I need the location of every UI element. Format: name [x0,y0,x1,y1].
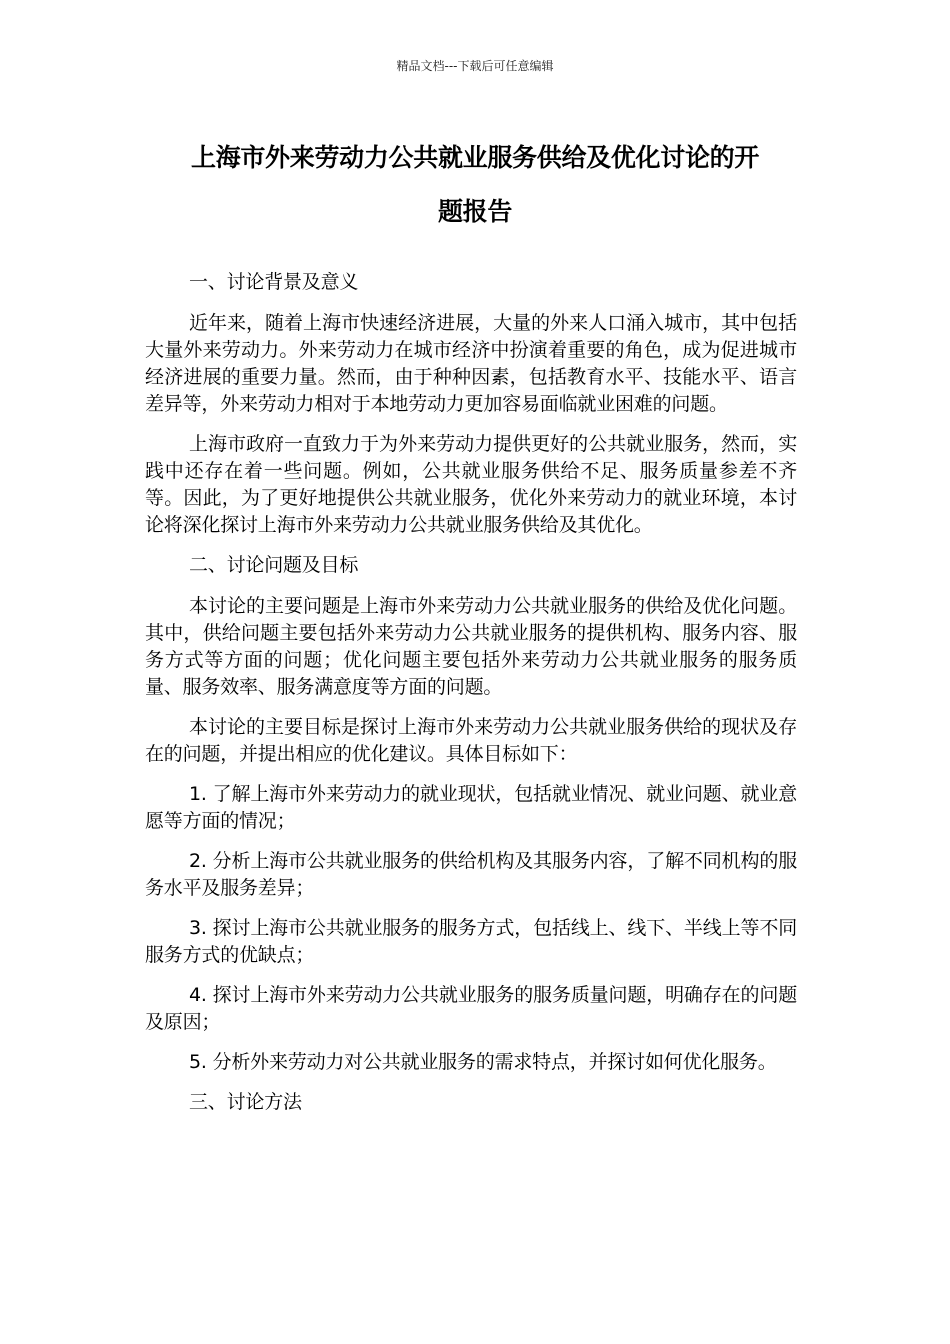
list-item: 2. 分析上海市公共就业服务的供给机构及其服务内容，了解不同机构的服务水平及服务差异； [145,850,797,899]
paragraph: 本讨论的主要问题是上海市外来劳动力公共就业服务的供给及优化问题。其中，供给问题主要包括外来劳动力公共就业服务的提供机构、服务内容、服务方式等方面的问题；优化问题主要包括外来劳动力公共就业服务的服务质量、服务效率、服务满意度等方面的问题。 [145,595,797,698]
section-heading-background: 一、讨论背景及意义 [189,271,359,293]
paragraph: 本讨论的主要目标是探讨上海市外来劳动力公共就业服务供给的现状及存在的问题，并提出相应的优化建议。具体目标如下： [145,716,797,765]
list-item: 4. 探讨上海市外来劳动力公共就业服务的服务质量问题，明确存在的问题及原因； [145,984,797,1033]
document-title [145,138,805,246]
paragraph: 近年来，随着上海市快速经济进展，大量的外来人口涌入城市，其中包括大量外来劳动力。外来劳动力在城市经济中扮演着重要的角色，成为促进城市经济进展的重要力量。然而，由于种种因素，包括教育水平、技能水平、语言差异等，外来劳动力相对于本地劳动力更加容易面临就业困难的问题。 [145,312,797,415]
paragraph: 上海市政府一直致力于为外来劳动力提供更好的公共就业服务，然而，实践中还存在着一些问题。例如，公共就业服务供给不足、服务质量参差不齐等。因此，为了更好地提供公共就业服务，优化外来劳动力的就业环境，本讨论将深化探讨上海市外来劳动力公共就业服务供给及其优化。 [145,433,797,536]
title-line-2: 题报告 [437,197,513,226]
section-heading-methods: 三、讨论方法 [189,1091,302,1113]
section-heading-questions: 二、讨论问题及目标 [189,554,359,576]
list-item: 1. 了解上海市外来劳动力的就业现状，包括就业情况、就业问题、就业意愿等方面的情况； [145,783,797,832]
list-item: 5. 分析外来劳动力对公共就业服务的需求特点，并探讨如何优化服务。 [189,1051,777,1073]
title-line-1: 上海市外来劳动力公共就业服务供给及优化讨论的开 [190,143,760,172]
header-note: 精品文档---下载后可任意编辑 [396,59,554,73]
list-item: 3. 探讨上海市公共就业服务的服务方式，包括线上、线下、半线上等不同服务方式的优缺点； [145,917,797,966]
document-body [145,269,797,1130]
